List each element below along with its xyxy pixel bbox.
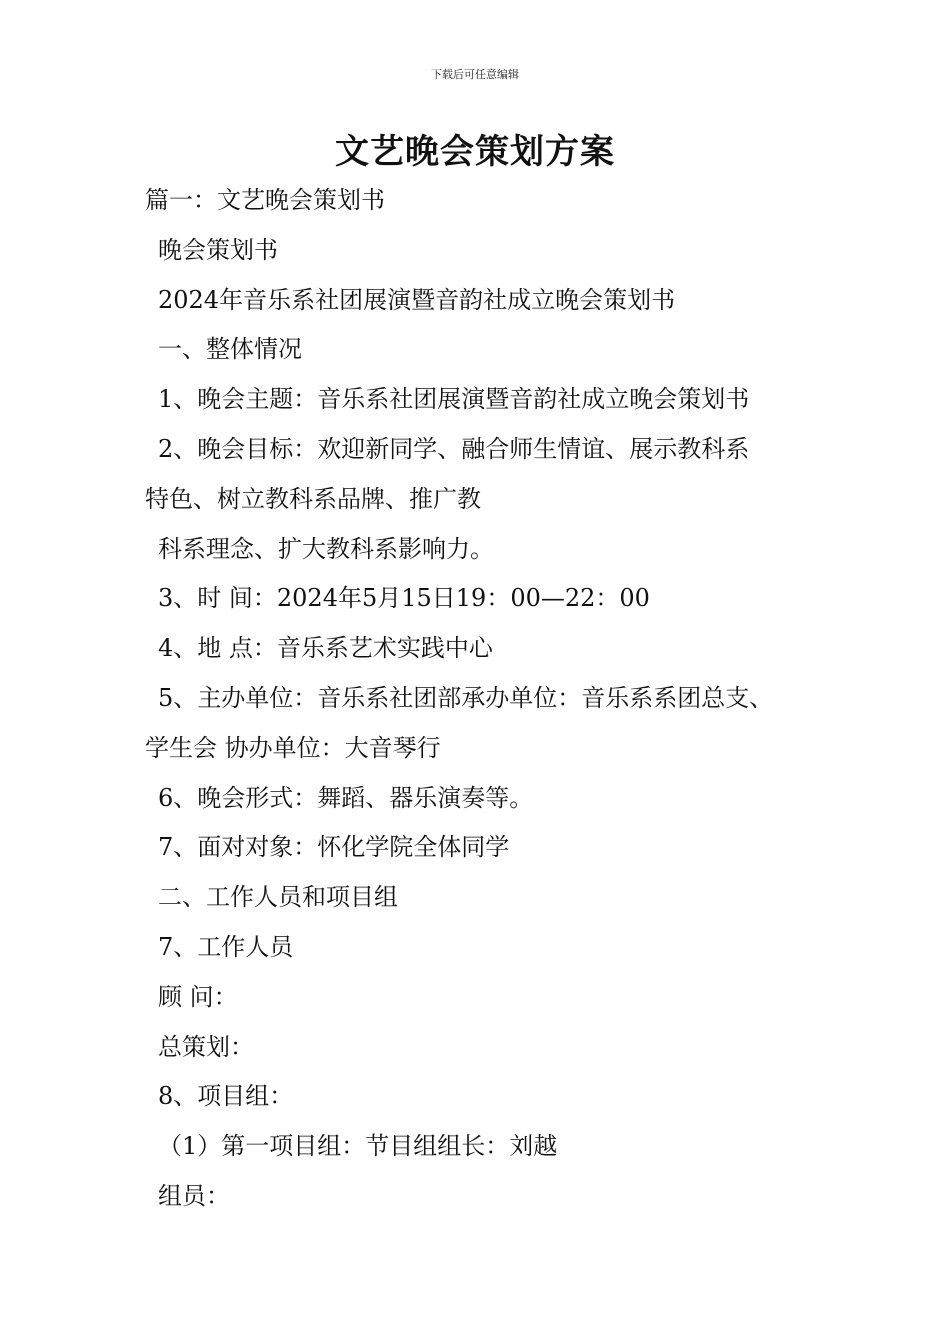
text-line: 晚会策划书 [158,235,278,264]
text-line: 2、晚会目标：欢迎新同学、融合师生情谊、展示教科系 [158,434,750,463]
text-line: 篇一：文艺晚会策划书 [145,186,385,214]
text-line: 一、整体情况 [158,335,302,364]
text-line: 4、地 点：音乐系艺术实践中心 [158,634,493,663]
text-line: 8、项目组： [158,1082,294,1111]
text-line: 7、工作人员 [158,932,294,961]
page-header-note: 下载后可任意编辑 [431,68,519,81]
text-line: 5、主办单位：音乐系社团部承办单位：音乐系系团总支、 [158,683,774,712]
text-line: 组员： [158,1181,230,1210]
text-line: 总策划： [158,1032,254,1061]
text-line: （1）第一项目组：节目组组长：刘越 [158,1132,558,1161]
text-line: 3、时 间：2024年5月15日19：00—22：00 [158,584,650,613]
text-line: 顾 问： [158,982,238,1011]
text-line: 2024年音乐系社团展演暨音韵社成立晚会策划书 [158,285,676,314]
text-line: 1、晚会主题：音乐系社团展演暨音韵社成立晚会策划书 [158,385,750,414]
text-line: 科系理念、扩大教科系影响力。 [158,534,494,563]
text-line: 6、晚会形式：舞蹈、器乐演奏等。 [158,783,534,812]
document-body [145,176,835,1222]
document-title: 文艺晚会策划方案 [335,132,615,172]
text-line: 学生会 协办单位：大音琴行 [145,733,441,762]
text-line: 二、工作人员和项目组 [158,883,398,912]
text-line: 7、面对对象：怀化学院全体同学 [158,833,510,862]
text-line: 特色、树立教科系品牌、推广教 [145,484,481,513]
